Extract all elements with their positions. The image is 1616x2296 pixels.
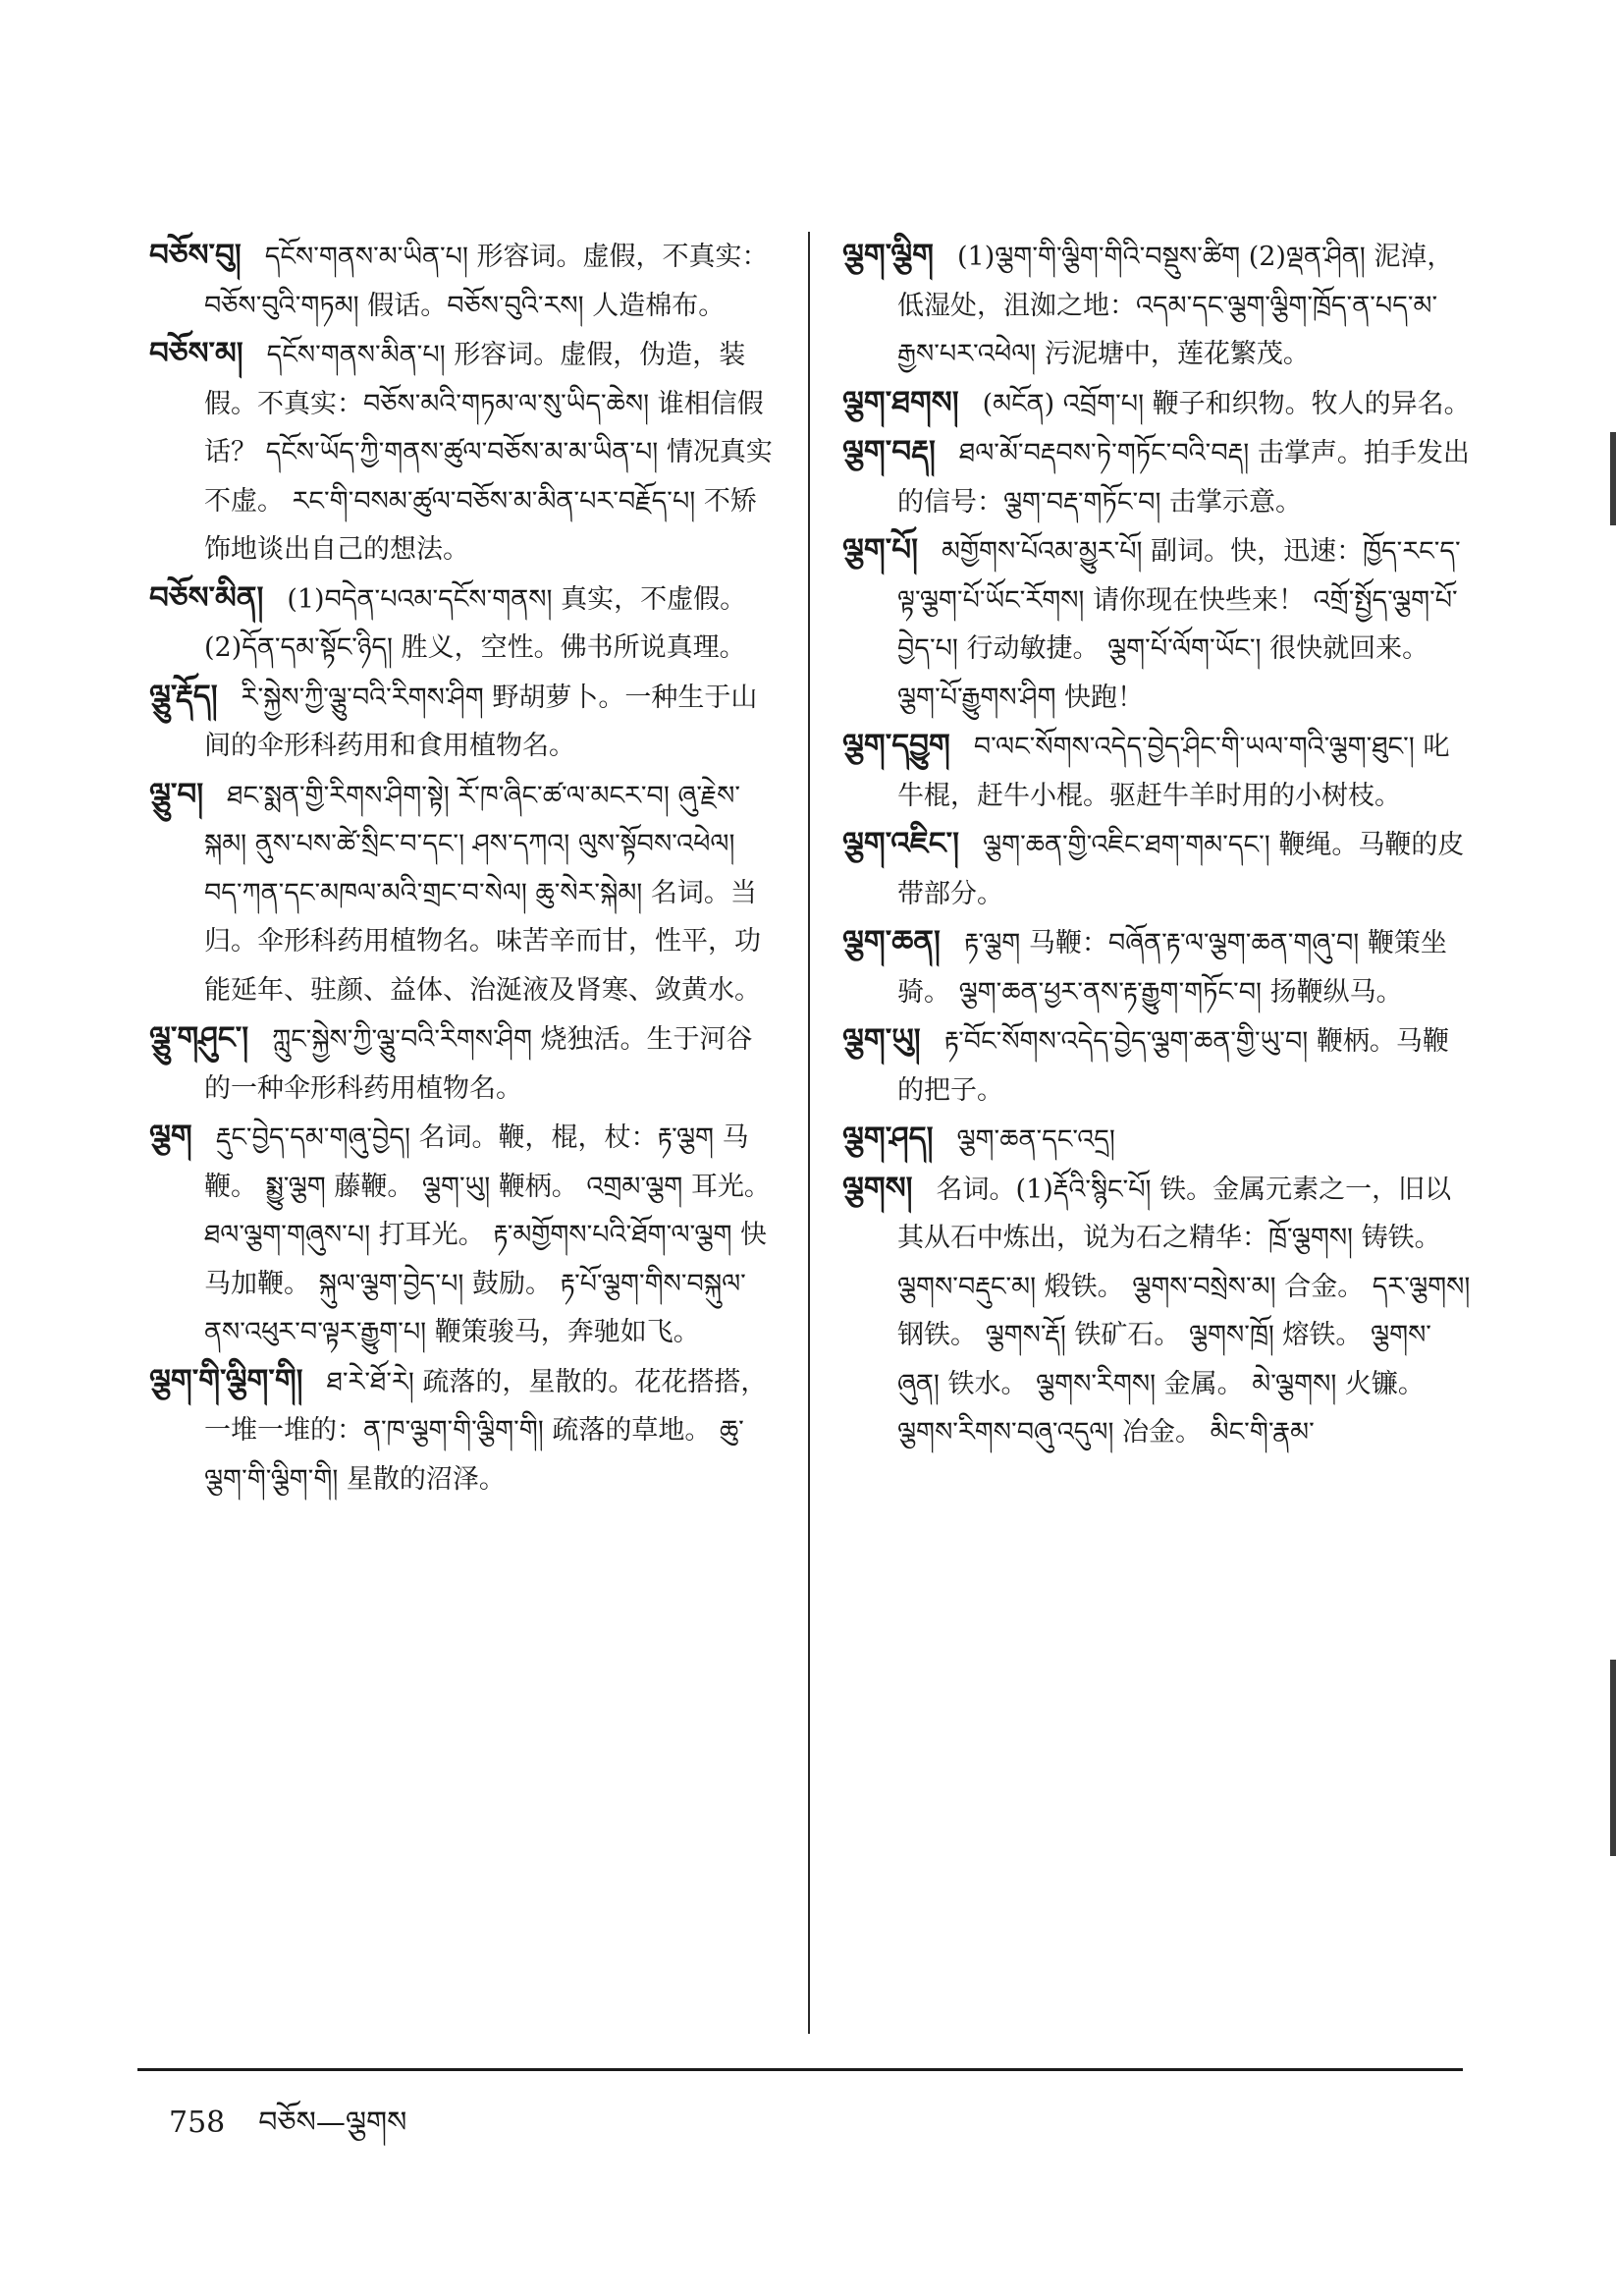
entry-definition: དངོས་གནས་མིན་པ། 形容词。虚假，伪造，装假。不真实：བཅོས་མའི་གཏམ་ལ་སུ་ཡིད་ཆེས། 谁相信假话？ དངོས་ཡོད་ཀྱི་གནས་ཚུལ་བཅོས་མ་མ་ཡིན་པ། 情况真实不虚。 རང་གི་བསམ་ཚུལ་བཅོས་མ་མིན་པར་བརྗོད་པ། 不矫饰地谈出自己的想法。: [204, 340, 773, 565]
entry-headword: ལྕུ་གཤུང་།: [149, 1020, 249, 1056]
entry-headword: ལྕག་གི་ལྕིག་གི།: [149, 1362, 303, 1398]
entry-definition: བ་ལང་སོགས་འདེད་བྱེད་ཤིང་གི་ཡལ་གའི་ལྕག་ཐུང་། 叱牛棍，赶牛小棍。驱赶牛羊时用的小树枝。: [897, 732, 1450, 811]
entry-definition: དངོས་གནས་མ་ཡིན་པ། 形容词。虚假，不真实：བཅོས་བུའི་གཏམ། 假话。བཅོས་བུའི་རས། 人造棉布。: [204, 242, 769, 321]
entry-headword: ལྕག་ཆན།: [842, 924, 941, 959]
page-footer: [169, 2090, 406, 2172]
entry-definition: 名词。(1)རྡོའི་སྙིང་པོ། 铁。金属元素之一，旧以其从石中炼出，说为石之精华：ཁྲོ་ལྕགས། 铸铁。 ལྕགས་བརྡུང་མ། 煅铁。 ལྕགས་བསྲེས་མ། 合金。 དར་ལྕགས། 钢铁。 ལྕགས་རྡོ། 铁矿石。 ལྕགས་ཁྲོ། 熔铁。 ལྕགས་ཞུན། 铁水。 ལྕགས་རིགས། 金属。 མེ་ལྕགས། 火镰。 ལྕགས་རིགས་བཞུ་འདུལ། 冶金。 མིང་གི་རྣམ་: [897, 1174, 1471, 1448]
entry-headword: ལྕག་འཇིང་།: [842, 826, 960, 861]
dictionary-entry: [842, 1115, 1471, 1165]
footer-rule: [137, 2068, 1463, 2071]
entry-definition: ལྕག་ཆན་གྱི་འཇིང་ཐག་གམ་དང་། 鞭绳。马鞭的皮带部分。: [897, 830, 1465, 909]
entry-headword: བཅོས་མ།: [149, 336, 243, 371]
entry-definition: (1)བདེན་པའམ་དངོས་གནས། 真实，不虚假。(2)དོན་དམ་སྟོང་ཉིད། 胜义，空性。佛书所说真理。: [204, 583, 747, 663]
entry-headword: ལྕག་ཡུ།: [842, 1022, 921, 1058]
entry-headword: བཅོས་མིན།: [149, 579, 264, 616]
dictionary-entry: [842, 820, 1471, 918]
entry-headword: ལྕག: [149, 1119, 192, 1154]
dictionary-entry: [842, 379, 1471, 429]
dictionary-entry: [149, 232, 778, 330]
dictionary-entry: [842, 526, 1471, 722]
dictionary-entry: [149, 771, 778, 1015]
dictionary-entry: [149, 574, 778, 673]
dictionary-entry: [842, 1165, 1471, 1457]
entry-definition: (མངོན) འབྲོག་པ། 鞭子和织物。牧人的异名。: [982, 388, 1471, 419]
entry-headword: ལྕག་དབྱུག: [842, 728, 950, 763]
entry-definition: མགྱོགས་པོའམ་མྱུར་པོ། 副词。快，迅速：ཁྱོད་རང་ད་ལྟ་ལྕག་པོ་ཡོང་རོགས། 请你现在快些来！ འགྲོ་སྤྱོད་ལྕག་པོ་བྱེད་པ། 行动敏捷。 ལྕག་པོ་ལོག་ཡོང་། 很快就回来。 ལྕག་པོ་རྒྱུགས་ཤིག 快跑！: [897, 536, 1461, 713]
entry-definition: ཐལ་མོ་བརྡབས་ཏེ་གཏོང་བའི་བརྡ། 击掌声。拍手发出的信号：ལྕག་བརྡ་གཏོང་བ། 击掌示意。: [897, 438, 1470, 518]
entry-definition: རྟ་ལྕག 马鞭：བཞོན་རྟ་ལ་ལྕག་ཆན་གཞུ་བ། 鞭策坐骑。 ལྕག་ཆན་ཕྱར་ནས་རྟ་རྒྱུག་གཏོང་བ། 扬鞭纵马。: [897, 928, 1447, 1008]
entry-definition: (1)ལྕག་གི་ལྕིག་གིའི་བསྡུས་ཚིག (2)ལྡན་ཤིན། 泥淖，低湿处，沮洳之地：འདམ་དང་ལྕག་ལྕིག་ཁྲོད་ན་པད་མ་རྒྱས་པར་འཕེལ། 污泥塘中，莲花繁茂。: [897, 242, 1454, 369]
entry-headword: ལྕག་ཐགས།: [842, 384, 959, 420]
dictionary-entry: [149, 330, 778, 574]
entry-definition: ཐ་རེ་ཐོ་རེ། 疏落的，星散的。花花搭搭，一堆一堆的：ན་ཁ་ལྕག་གི་ལྕིག་གི། 疏落的草地。 ཆུ་ལྕག་གི་ལྕིག་གི། 星散的沼泽。: [204, 1366, 768, 1495]
running-head: བཅོས—ལྕགས: [258, 2105, 407, 2140]
dictionary-entry: [149, 1357, 778, 1504]
entry-headword: ལྕུ་རྡོད།: [149, 678, 218, 714]
entry-headword: ལྕག་ཤད།: [842, 1121, 934, 1156]
dictionary-entry: [149, 1113, 778, 1357]
dictionary-entry: [842, 918, 1471, 1016]
entry-headword: ལྕུ་བ།: [149, 776, 204, 812]
entry-definition: རྡུང་བྱེད་དམ་གཞུ་བྱེད། 名词。鞭，棍，杖：རྟ་ལྕག 马鞭。 སྨྱུ་ལྕག 藤鞭。 ལྕག་ཡུ། 鞭柄。 འགྲམ་ལྕག 耳光。 ཐལ་ལྕག་གཞུས་པ། 打耳光。 རྟ་མགྱོགས་པའི་ཐོག་ལ་ལྕག 快马加鞭。 སྐུལ་ལྕག་བྱེད་པ། 鼓励。 རྟ་པོ་ལྕག་གིས་བསྐུལ་ནས་འཕུར་བ་ལྟར་རྒྱུག་པ། 鞭策骏马，奔驰如飞。: [204, 1122, 771, 1347]
entry-headword: བཅོས་བུ།: [149, 238, 242, 273]
entry-headword: ལྕག་པོ།: [842, 532, 918, 568]
scan-edge-mark: [1610, 432, 1616, 525]
entry-definition: རྟ་བོང་སོགས་འདེད་བྱེད་ལྕག་ཆན་གྱི་ཡུ་བ། 鞭柄。马鞭的把子。: [897, 1026, 1449, 1106]
dictionary-entry: [842, 232, 1471, 379]
left-column: [149, 232, 778, 1503]
column-divider: [808, 232, 810, 2034]
entry-definition: ལྕག་ཆན་དང་འདྲ།: [956, 1124, 1115, 1155]
entry-definition: ཀླུང་སྐྱེས་ཀྱི་ལྕུ་བའི་རིགས་ཤིག 烧独活。生于河谷的一种伞形科药用植物名。: [204, 1024, 753, 1104]
page-number: 758: [169, 2105, 226, 2140]
dictionary-entry: [149, 1014, 778, 1113]
entry-definition: རི་སྐྱེས་ཀྱི་ལྕུ་བའི་རིགས་ཤིག 野胡萝卜。一种生于山间的伞形科药用和食用植物名。: [204, 682, 758, 761]
scan-edge-mark: [1610, 1660, 1616, 1856]
dictionary-entry: [842, 1016, 1471, 1115]
entry-headword: ལྕགས།: [842, 1170, 913, 1206]
entry-definition: ཐང་སྨན་གྱི་རིགས་ཤིག་སྟེ། རོ་ཁ་ཞིང་ཚ་ལ་མངར་བ། ཞུ་རྗེས་སྐམ། ནུས་པས་ཚེ་སྲིང་བ་དང་། ཤས་དཀའ། ལུས་སྟོབས་འཕེལ། བད་ཀན་དང་མཁལ་མའི་གྲང་བ་སེལ། ཆུ་སེར་སྐེམ། 名词。当归。伞形科药用植物名。味苦辛而甘，性平，功能延年、驻颜、益体、治涎液及肾寒、敛黄水。: [204, 780, 761, 1006]
dictionary-entry: [842, 428, 1471, 526]
entry-headword: ལྕག་བརྡ།: [842, 434, 936, 469]
dictionary-entry: [149, 673, 778, 771]
right-column: [842, 232, 1471, 1457]
entry-headword: ལྕག་ལྕིག: [842, 238, 934, 273]
dictionary-entry: [842, 722, 1471, 820]
